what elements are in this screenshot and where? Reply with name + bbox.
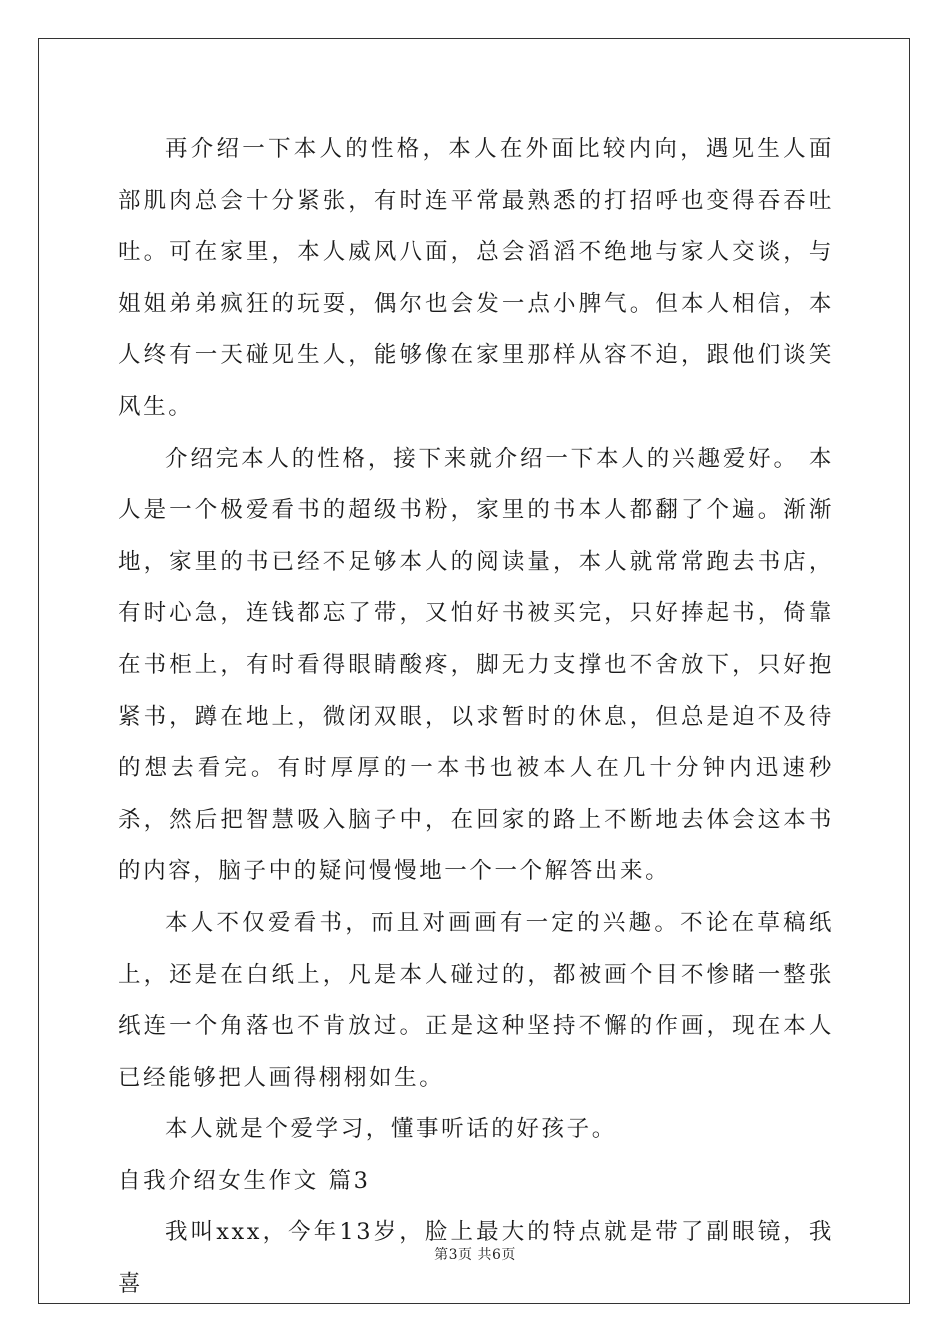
paragraph-hobbies-reading: 介绍完本人的性格，接下来就介绍一下本人的兴趣爱好。 本人是一个极爱看书的超级书粉，家里的书本人都翻了个遍。渐渐地，家里的书已经不足够本人的阅读量，本人就常常跑去书店，有时心急，连钱都忘了带，又怕好书被买完，只好捧起书，倚靠在书柜上，有时看得眼睛酸疼，脚无力支撑也不舍放下，只好抱紧书，蹲在地上，微闭双眼，以求暂时的休息，但总是迫不及待的想去看完。有时厚厚的一本书也被本人在几十分钟内迅速秒杀，然后把智慧吸入脑子中，在回家的路上不断地去体会这本书的内容，脑子中的疑问慢慢地一个一个解答出来。 (118, 445, 834, 885)
page-number-footer: 第3页 共6页 (434, 1247, 516, 1263)
section-heading: 自我介绍女生作文 篇3 (118, 1167, 371, 1194)
paragraph-intro-section3: 我叫xxx，今年13岁，脸上最大的特点就是带了副眼镜，我喜 (118, 1219, 834, 1298)
document-body (118, 124, 834, 1311)
paragraph-conclusion: 本人就是个爱学习，懂事听话的好孩子。 (165, 1116, 617, 1143)
paragraph-personality: 再介绍一下本人的性格，本人在外面比较内向，遇见生人面部肌肉总会十分紧张，有时连平常最熟悉的打招呼也变得吞吞吐吐。可在家里，本人威风八面，总会滔滔不绝地与家人交谈，与姐姐弟弟疯狂的玩耍，偶尔也会发一点小脾气。但本人相信，本人终有一天碰见生人，能够像在家里那样从容不迫，跟他们谈笑风生。 (118, 136, 834, 420)
paragraph-hobbies-drawing: 本人不仅爱看书，而且对画画有一定的兴趣。不论在草稿纸上，还是在白纸上，凡是本人碰过的，都被画个目不惨睹一整张纸连一个角落也不肯放过。正是这种坚持不懈的作画，现在本人已经能够把人画得栩栩如生。 (118, 909, 834, 1091)
